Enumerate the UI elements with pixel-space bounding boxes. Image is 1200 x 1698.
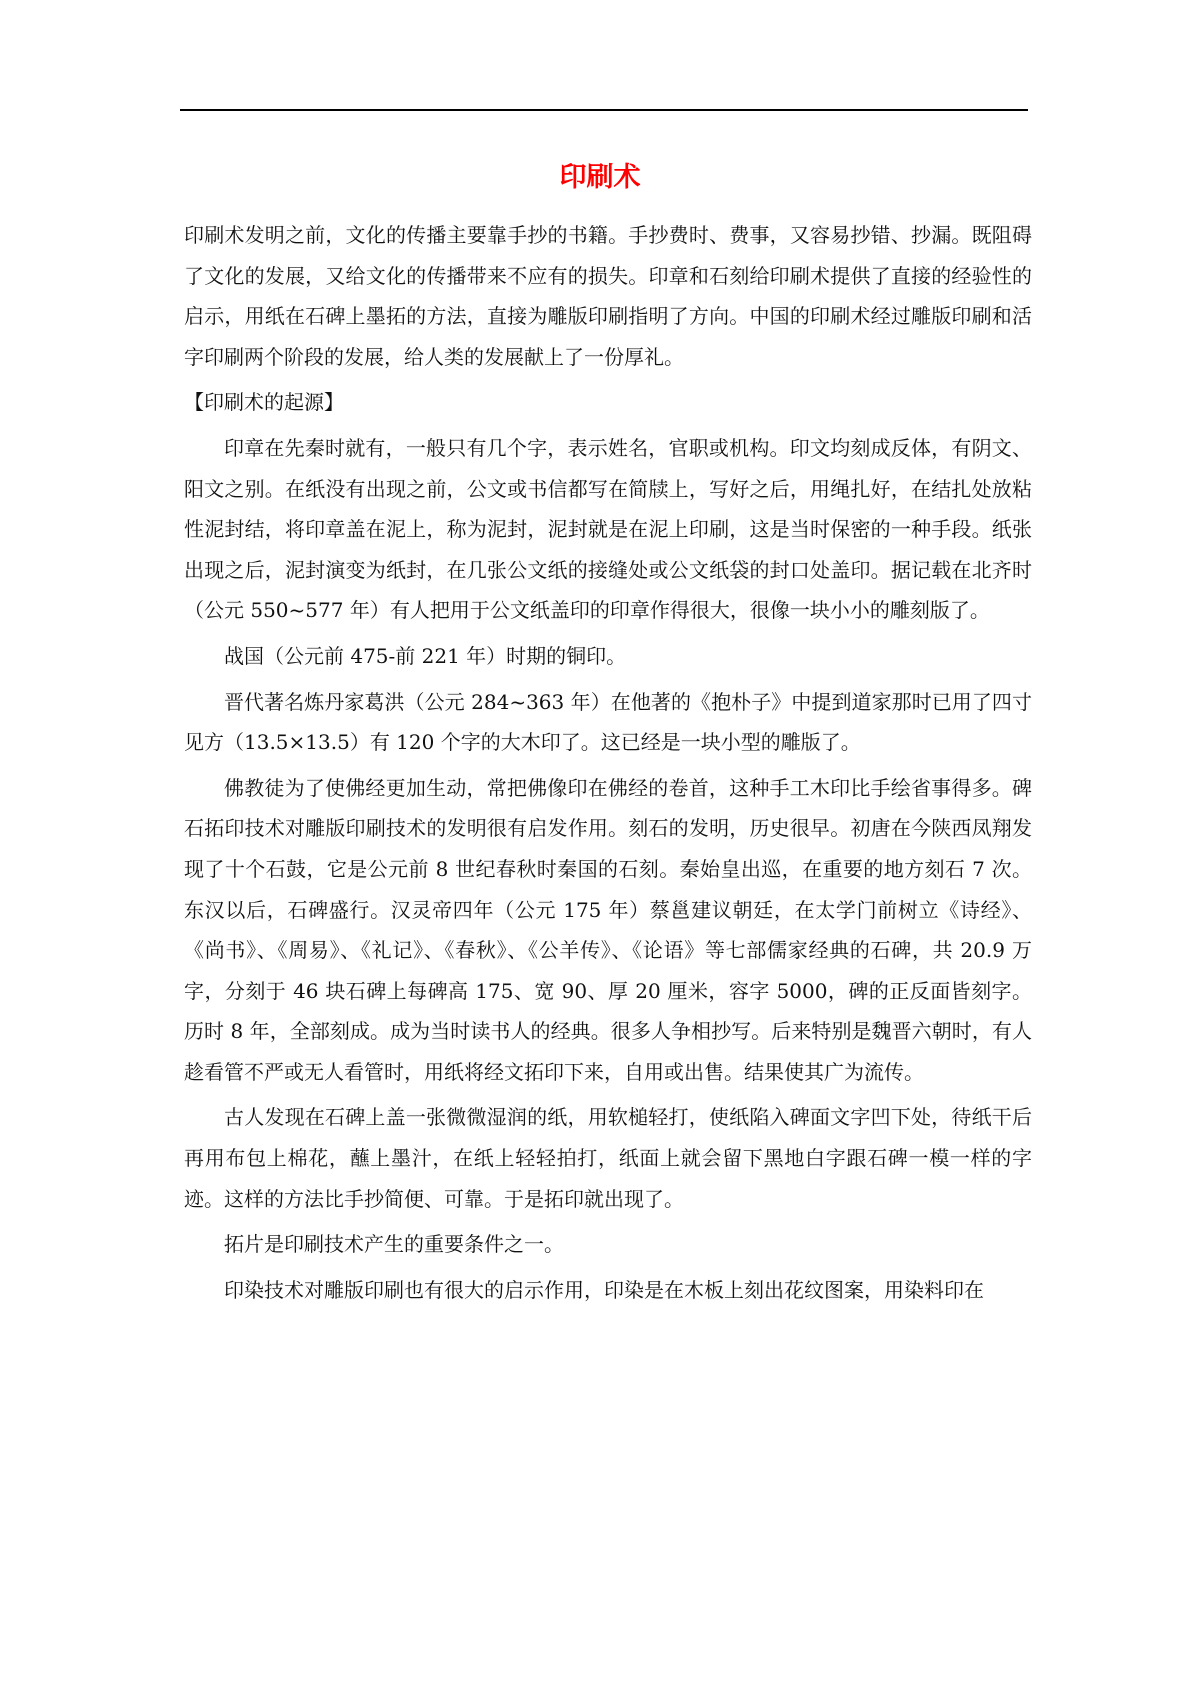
body-paragraph: 古人发现在石碑上盖一张微微湿润的纸，用软槌轻打，使纸陷入碑面文字凹下处，待纸干后再用布包上棉花，蘸上墨汁，在纸上轻轻拍打，纸面上就会留下黑地白字跟石碑一模一样的字迹。这样的方法比手抄简便、可靠。于是拓印就出现了。 bbox=[184, 1105, 1032, 1211]
body-paragraph: 佛教徒为了使佛经更加生动，常把佛像印在佛经的卷首，这种手工木印比手绘省事得多。碑石拓印技术对雕版印刷技术的发明很有启发作用。刻石的发明，历史很早。初唐在今陕西凤翔发现了十个石鼓，它是公元前 8 世纪春秋时秦国的石刻。秦始皇出巡，在重要的地方刻石 7 次。东汉以后，石碑盛行。汉灵帝四年（公元 175 年）蔡邕建议朝廷，在太学门前树立《诗经》、《尚书》、《周易》、《礼记》、《春秋》、《公羊传》、《论语》等七部儒家经典的石碑，共 20.9 万字，分刻于 46 块石碑上每碑高 175、宽 90、厚 20 厘米，容字 5000，碑的正反面皆刻字。历时 8 年，全部刻成。成为当时读书人的经典。很多人争相抄写。后来特别是魏晋六朝时，有人趁看管不严或无人看管时，用纸将经文拓印下来，自用或出售。结果使其广为流传。 bbox=[184, 775, 1032, 1084]
document-body bbox=[184, 215, 1032, 1310]
body-paragraph: 晋代著名炼丹家葛洪（公元 284~363 年）在他著的《抱朴子》中提到道家那时已用了四寸见方（13.5×13.5）有 120 个字的大木印了。这已经是一块小型的雕版了。 bbox=[184, 689, 1032, 755]
section-heading: 【印刷术的起源】 bbox=[184, 390, 344, 415]
document-title: 印刷术 bbox=[559, 162, 641, 193]
body-paragraph: 印章在先秦时就有，一般只有几个字，表示姓名，官职或机构。印文均刻成反体，有阴文、阳文之别。在纸没有出现之前，公文或书信都写在简牍上，写好之后，用绳扎好，在结扎处放粘性泥封结，将印章盖在泥上，称为泥封，泥封就是在泥上印刷，这是当时保密的一种手段。纸张出现之后，泥封演变为纸封，在几张公文纸的接缝处或公文纸袋的封口处盖印。据记载在北齐时（公元 550~577 年）有人把用于公文纸盖印的印章作得很大，很像一块小小的雕刻版了。 bbox=[184, 435, 1032, 623]
header-rule bbox=[180, 109, 1028, 111]
body-paragraph: 印染技术对雕版印刷也有很大的启示作用，印染是在木板上刻出花纹图案，用染料印在 bbox=[224, 1277, 984, 1302]
body-paragraph: 战国（公元前 475-前 221 年）时期的铜印。 bbox=[224, 643, 627, 668]
intro-paragraph: 印刷术发明之前，文化的传播主要靠手抄的书籍。手抄费时、费事，又容易抄错、抄漏。既阻碍了文化的发展，又给文化的传播带来不应有的损失。印章和石刻给印刷术提供了直接的经验性的启示，用纸在石碑上墨拓的方法，直接为雕版印刷指明了方向。中国的印刷术经过雕版印刷和活字印刷两个阶段的发展，给人类的发展献上了一份厚礼。 bbox=[184, 223, 1032, 369]
body-paragraph: 拓片是印刷技术产生的重要条件之一。 bbox=[224, 1232, 564, 1257]
